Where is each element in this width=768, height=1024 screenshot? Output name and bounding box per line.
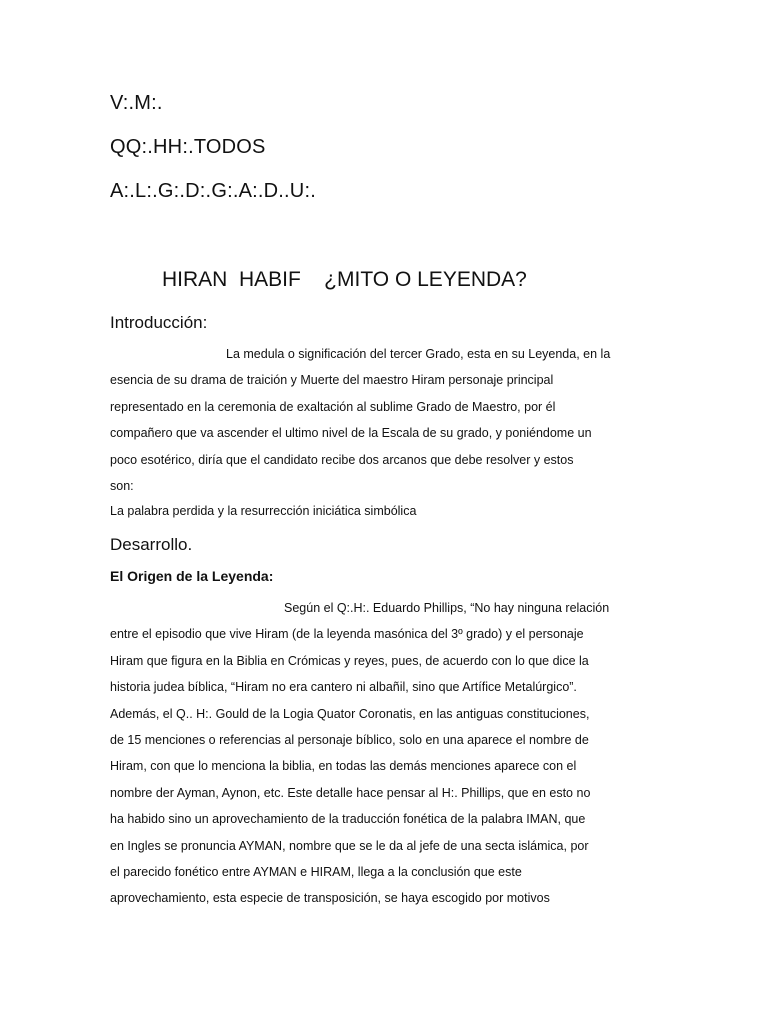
development-line: Según el Q:.H:. Eduardo Phillips, “No hay ninguna relación (284, 601, 610, 615)
development-subheading: El Origen de la Leyenda: (110, 568, 274, 584)
intro-paragraph (110, 341, 655, 499)
development-line: Hiram, con que lo menciona la biblia, en todas las demás menciones aparece con el (110, 759, 577, 774)
intro-line: son: (110, 479, 134, 494)
salutation-line-3: A:.L:.G:.D:.G:.A:.D..U:. (110, 180, 316, 202)
intro-line: esencia de su drama de traición y Muerte del maestro Hiram personaje principal (110, 373, 554, 388)
development-line: entre el episodio que vive Hiram (de la leyenda masónica del 3º grado) y el personaje (110, 627, 584, 642)
intro-line: representado en la ceremonia de exaltación al sublime Grado de Maestro, por él (110, 399, 556, 414)
intro-line: poco esotérico, diría que el candidato recibe dos arcanos que debe resolver y estos (110, 452, 574, 467)
development-heading: Desarrollo. (110, 535, 193, 554)
development-line: Hiram que figura en la Biblia en Crómicas y reyes, pues, de acuerdo con lo que dice la (110, 653, 589, 668)
intro-closing-line: La palabra perdida y la resurrección iniciática simbólica (110, 504, 417, 518)
development-line: Además, el Q.. H:. Gould de la Logia Quator Coronatis, en las antiguas constituciones, (110, 706, 590, 721)
development-line: el parecido fonético entre AYMAN e HIRAM, llega a la conclusión que este (110, 865, 522, 880)
development-line: ha habido sino un aprovechamiento de la traducción fonética de la palabra IMAN, que (110, 812, 586, 827)
development-paragraph (110, 595, 655, 912)
document-title: HIRAN HABIF ¿MITO O LEYENDA? (162, 268, 527, 291)
development-line: aprovechamiento, esta especie de transposición, se haya escogido por motivos (110, 891, 550, 906)
intro-line: compañero que va ascender el ultimo nivel de la Escala de su grado, y poniéndome un (110, 426, 592, 441)
salutation-line-1: V:.M:. (110, 92, 163, 114)
development-line: de 15 menciones o referencias al personaje bíblico, solo en una aparece el nombre de (110, 733, 589, 748)
development-line: historia judea bíblica, “Hiram no era cantero ni albañil, sino que Artífice Metalúrgico”. (110, 680, 577, 695)
intro-line: La medula o significación del tercer Grado, esta en su Leyenda, en la (226, 347, 611, 361)
development-line: nombre der Ayman, Aynon, etc. Este detalle hace pensar al H:. Phillips, que en esto no (110, 785, 591, 800)
development-line: en Ingles se pronuncia AYMAN, nombre que se le da al jefe de una secta islámica, por (110, 838, 589, 853)
intro-heading: Introducción: (110, 313, 208, 332)
salutation-line-2: QQ:.HH:.TODOS (110, 136, 266, 158)
